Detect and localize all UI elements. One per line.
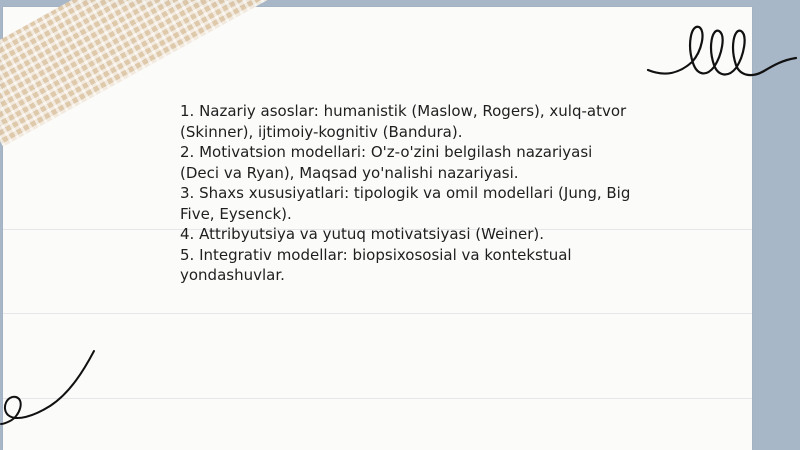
list-item: 5. Integrativ modellar: biopsixososial va kontekstual yondashuvlar. (180, 245, 572, 284)
loop-scribble-top-right (640, 15, 800, 85)
paper-rule-line (3, 398, 752, 399)
loop-scribble-bottom-left (0, 348, 100, 428)
paper-rule-line (3, 313, 752, 314)
list-item: 4. Attribyutsiya va yutuq motivatsiyasi (Weiner). (180, 225, 544, 243)
list-item: 1. Nazariy asoslar: humanistik (Maslow, Rogers), xulq-atvor (Skinner), ijtimoiy-kognitiv (Bandura). (180, 102, 627, 141)
list-item: 3. Shaxs xususiyatlari: tipologik va omil modellari (Jung, Big Five, Eysenck). (180, 184, 631, 223)
list-item: 2. Motivatsion modellari: O'z-o'zini belgilash nazariyasi (Deci va Ryan), Maqsad yo'nalishi nazariyasi. (180, 143, 593, 182)
theory-list (180, 101, 635, 286)
